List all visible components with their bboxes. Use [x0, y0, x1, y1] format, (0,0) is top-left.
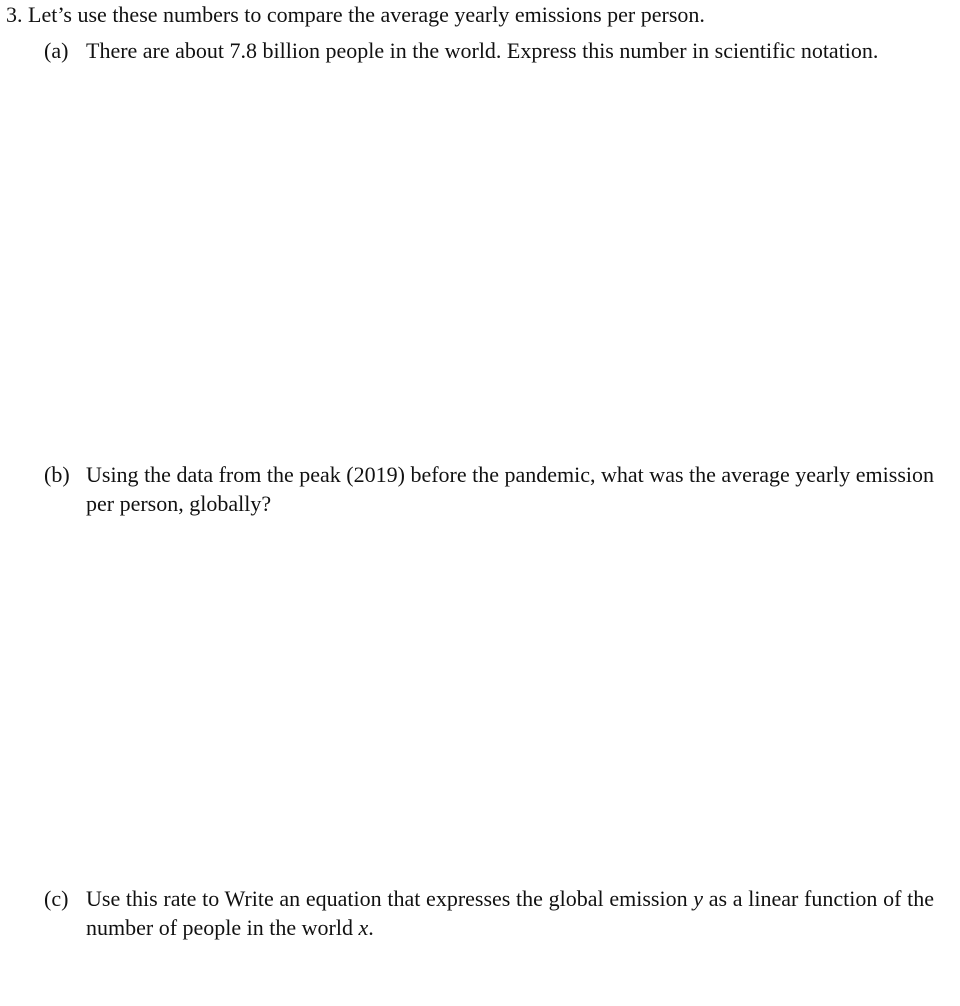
part-c-text-1: Use this rate to Write an equation that expresses the global emission [86, 886, 694, 911]
part-c [44, 884, 934, 942]
variable-y: y [693, 886, 704, 911]
variable-x: x [358, 915, 369, 940]
part-a [44, 36, 934, 65]
part-b-label: (b) [44, 462, 70, 487]
answer-space-a[interactable] [44, 100, 934, 450]
question-header [6, 0, 946, 29]
part-c-text [86, 884, 934, 942]
part-a-label: (a) [44, 38, 69, 63]
part-b [44, 460, 934, 518]
answer-space-c[interactable] [44, 948, 934, 998]
part-a-text: There are about 7.8 billion people in the world. Express this number in scientific notation. [86, 38, 879, 63]
answer-space-b[interactable] [44, 525, 934, 875]
part-c-text-3: . [368, 915, 374, 940]
question-text: Let’s use these numbers to compare the average yearly emissions per person. [28, 2, 705, 27]
part-b-text: Using the data from the peak (2019) before the pandemic, what was the average yearly emission per person, globally? [86, 462, 934, 516]
question-number: 3. [6, 2, 23, 27]
part-c-label: (c) [44, 886, 69, 911]
part-c-text-2: as a linear function of the number of people in the world [86, 886, 934, 940]
